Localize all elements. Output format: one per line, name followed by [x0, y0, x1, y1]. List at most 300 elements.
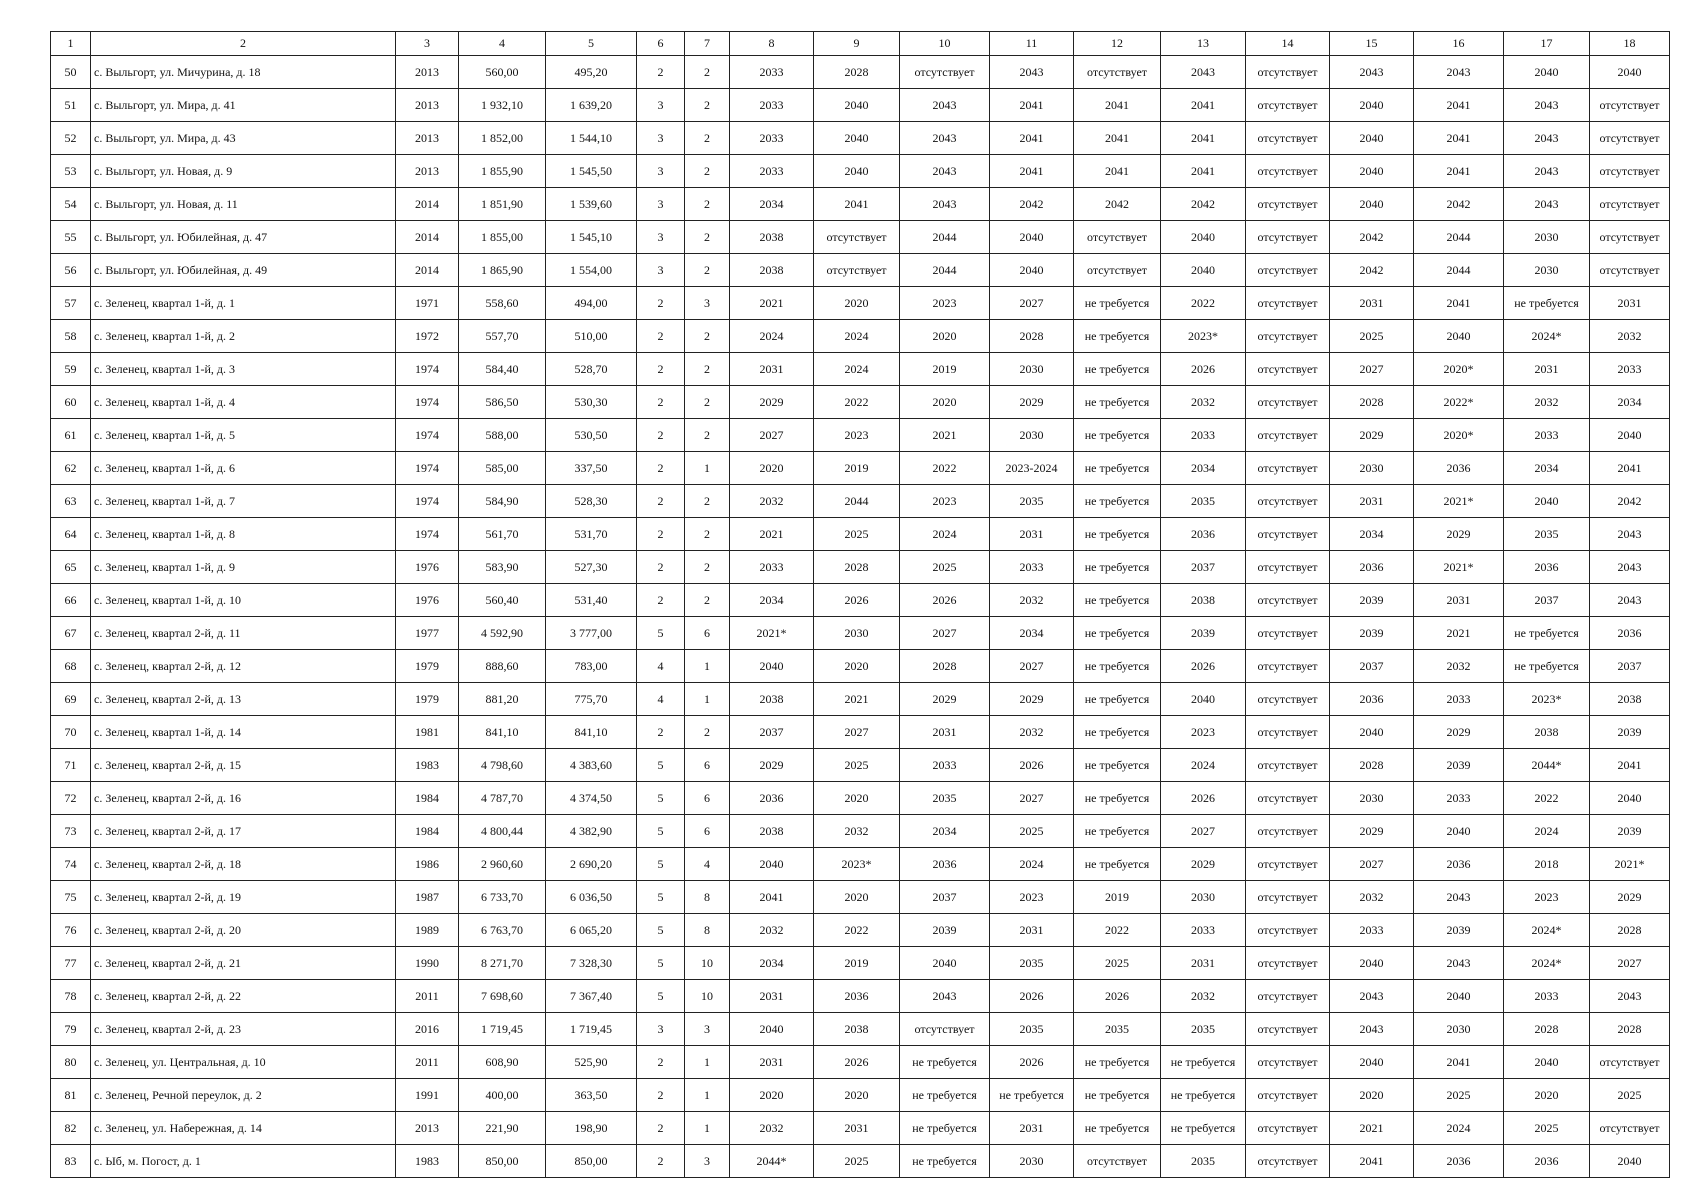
table-cell: 2033 — [900, 749, 990, 782]
table-cell: 4 383,60 — [546, 749, 637, 782]
table-cell: 2040 — [814, 122, 900, 155]
table-cell: 2029 — [990, 386, 1074, 419]
table-cell: 2027 — [900, 617, 990, 650]
table-cell: 2033 — [730, 89, 814, 122]
table-cell: 2041 — [1414, 89, 1504, 122]
table-cell: 6 065,20 — [546, 914, 637, 947]
table-cell: 1 — [685, 452, 730, 485]
table-cell: не требуется — [1074, 551, 1161, 584]
table-cell: отсутствует — [1246, 1112, 1330, 1145]
table-cell: 3 — [637, 155, 685, 188]
table-cell: 2040 — [1330, 947, 1414, 980]
table-cell: 850,00 — [546, 1145, 637, 1178]
address-cell: с. Выльгорт, ул. Новая, д. 9 — [91, 155, 396, 188]
table-cell: 2042 — [1161, 188, 1246, 221]
table-cell: 2041 — [1414, 287, 1504, 320]
table-cell: 1 851,90 — [459, 188, 546, 221]
table-cell: 2026 — [1161, 650, 1246, 683]
table-cell: 1972 — [396, 320, 459, 353]
table-cell: 1971 — [396, 287, 459, 320]
table-cell: 2035 — [1504, 518, 1590, 551]
table-body — [51, 32, 1670, 1178]
table-cell: 1 639,20 — [546, 89, 637, 122]
table-cell: 2020 — [814, 650, 900, 683]
table-row — [51, 485, 1670, 518]
table-cell: 2011 — [396, 1046, 459, 1079]
table-cell: 2022 — [900, 452, 990, 485]
table-cell: отсутствует — [1074, 1145, 1161, 1178]
table-cell: 2028 — [1330, 749, 1414, 782]
address-cell: с. Ыб, м. Погост, д. 1 — [91, 1145, 396, 1178]
table-cell: 2040 — [1414, 815, 1504, 848]
table-cell: отсутствует — [1246, 485, 1330, 518]
row-number-cell: 65 — [51, 551, 91, 584]
table-cell: 1977 — [396, 617, 459, 650]
table-cell: 2031 — [730, 1046, 814, 1079]
table-cell: 2014 — [396, 254, 459, 287]
table-cell: 2 — [637, 518, 685, 551]
table-cell: 2043 — [900, 188, 990, 221]
table-cell: 2043 — [900, 980, 990, 1013]
table-cell: 2020* — [1414, 419, 1504, 452]
table-cell: 1 — [685, 683, 730, 716]
table-cell: 1986 — [396, 848, 459, 881]
table-cell: 2032 — [814, 815, 900, 848]
address-cell: с. Зеленец, квартал 2-й, д. 12 — [91, 650, 396, 683]
table-cell: 2023* — [814, 848, 900, 881]
table-cell: 2035 — [990, 1013, 1074, 1046]
table-cell: 2035 — [1161, 1013, 1246, 1046]
table-cell: 2025 — [814, 518, 900, 551]
table-cell: 2 — [685, 221, 730, 254]
table-cell: 2028 — [1504, 1013, 1590, 1046]
table-cell: 2034 — [900, 815, 990, 848]
address-cell: с. Зеленец, квартал 2-й, д. 23 — [91, 1013, 396, 1046]
table-cell: 2040 — [1414, 320, 1504, 353]
table-row — [51, 419, 1670, 452]
table-cell: не требуется — [1161, 1112, 1246, 1145]
table-cell: 2024 — [1414, 1112, 1504, 1145]
table-cell: 2020* — [1414, 353, 1504, 386]
table-cell: отсутствует — [1246, 155, 1330, 188]
table-cell: 783,00 — [546, 650, 637, 683]
table-cell: 528,70 — [546, 353, 637, 386]
table-cell: отсутствует — [1246, 1079, 1330, 1112]
table-cell: 2020 — [730, 452, 814, 485]
table-cell: 2023* — [1504, 683, 1590, 716]
table-cell: 2020 — [730, 1079, 814, 1112]
table-cell: отсутствует — [1246, 980, 1330, 1013]
table-cell: 1984 — [396, 815, 459, 848]
table-cell: 2028 — [1590, 914, 1670, 947]
table-cell: 2031 — [1330, 485, 1414, 518]
table-cell: 2031 — [900, 716, 990, 749]
table-cell: 2026 — [1074, 980, 1161, 1013]
table-cell: 2040 — [1330, 122, 1414, 155]
table-cell: 2036 — [814, 980, 900, 1013]
table-cell: отсутствует — [1246, 650, 1330, 683]
table-cell: 2020 — [900, 320, 990, 353]
address-cell: с. Зеленец, квартал 2-й, д. 15 — [91, 749, 396, 782]
table-cell: 2033 — [1414, 683, 1504, 716]
table-cell: 608,90 — [459, 1046, 546, 1079]
column-header: 14 — [1246, 32, 1330, 56]
table-cell: 2024 — [900, 518, 990, 551]
table-cell: 2021* — [730, 617, 814, 650]
table-cell: 2027 — [1590, 947, 1670, 980]
table-cell: 2040 — [1590, 56, 1670, 89]
table-cell: 1 855,90 — [459, 155, 546, 188]
table-cell: 2031 — [990, 1112, 1074, 1145]
table-cell: 2043 — [1161, 56, 1246, 89]
address-cell: с. Выльгорт, ул. Мира, д. 43 — [91, 122, 396, 155]
address-cell: с. Зеленец, квартал 1-й, д. 4 — [91, 386, 396, 419]
table-cell: 2011 — [396, 980, 459, 1013]
table-cell: 2021 — [730, 287, 814, 320]
table-cell: 2014 — [396, 188, 459, 221]
table-cell: 2040 — [1330, 89, 1414, 122]
table-cell: отсутствует — [1246, 452, 1330, 485]
table-cell: 2026 — [814, 584, 900, 617]
table-cell: 2031 — [730, 353, 814, 386]
table-cell: 6 763,70 — [459, 914, 546, 947]
table-cell: 888,60 — [459, 650, 546, 683]
table-cell: 2030 — [990, 1145, 1074, 1178]
table-cell: 2031 — [730, 980, 814, 1013]
table-cell: 8 — [685, 881, 730, 914]
table-cell: 2031 — [990, 518, 1074, 551]
table-cell: 557,70 — [459, 320, 546, 353]
table-cell: 528,30 — [546, 485, 637, 518]
table-cell: 3 — [637, 221, 685, 254]
table-cell: отсутствует — [1246, 1013, 1330, 1046]
address-cell: с. Зеленец, квартал 2-й, д. 20 — [91, 914, 396, 947]
address-cell: с. Выльгорт, ул. Новая, д. 11 — [91, 188, 396, 221]
table-cell: 2030 — [990, 419, 1074, 452]
table-cell: 2042 — [1330, 254, 1414, 287]
table-cell: 2028 — [900, 650, 990, 683]
table-row — [51, 848, 1670, 881]
table-cell: 2035 — [900, 782, 990, 815]
column-header: 17 — [1504, 32, 1590, 56]
column-header: 7 — [685, 32, 730, 56]
table-cell: 1974 — [396, 518, 459, 551]
table-cell: 3 — [685, 1145, 730, 1178]
table-cell: 2034 — [1590, 386, 1670, 419]
table-cell: не требуется — [1074, 485, 1161, 518]
table-cell: 2 — [685, 89, 730, 122]
table-cell: 2025 — [814, 1145, 900, 1178]
table-cell: отсутствует — [1246, 122, 1330, 155]
table-cell: отсутствует — [1246, 353, 1330, 386]
table-cell: отсутствует — [1246, 914, 1330, 947]
address-cell: с. Зеленец, квартал 1-й, д. 5 — [91, 419, 396, 452]
table-cell: 2 — [637, 716, 685, 749]
address-cell: с. Выльгорт, ул. Юбилейная, д. 47 — [91, 221, 396, 254]
table-cell: не требуется — [900, 1112, 990, 1145]
table-cell: отсутствует — [1246, 221, 1330, 254]
table-cell: отсутствует — [1246, 848, 1330, 881]
table-cell: 2040 — [1161, 254, 1246, 287]
address-cell: с. Зеленец, квартал 1-й, д. 10 — [91, 584, 396, 617]
table-cell: 2043 — [1590, 980, 1670, 1013]
table-cell: 2032 — [730, 1112, 814, 1145]
table-cell: 2036 — [1414, 1145, 1504, 1178]
table-cell: 2021 — [814, 683, 900, 716]
table-cell: 1976 — [396, 584, 459, 617]
column-header: 4 — [459, 32, 546, 56]
table-cell: 2026 — [900, 584, 990, 617]
table-cell: 2029 — [1414, 518, 1504, 551]
table-cell: 1 855,00 — [459, 221, 546, 254]
address-cell: с. Зеленец, квартал 1-й, д. 3 — [91, 353, 396, 386]
table-cell: отсутствует — [1246, 683, 1330, 716]
table-cell: 530,30 — [546, 386, 637, 419]
table-cell: 2041 — [1074, 89, 1161, 122]
table-cell: не требуется — [1074, 848, 1161, 881]
column-header: 13 — [1161, 32, 1246, 56]
table-cell: 2026 — [1161, 782, 1246, 815]
table-cell: 2025 — [1330, 320, 1414, 353]
table-row — [51, 89, 1670, 122]
table-cell: 588,00 — [459, 419, 546, 452]
table-row — [51, 188, 1670, 221]
table-cell: 2037 — [1590, 650, 1670, 683]
table-cell: 1983 — [396, 749, 459, 782]
table-cell: 2019 — [814, 947, 900, 980]
table-cell: 2026 — [990, 1046, 1074, 1079]
table-cell: 2 — [637, 584, 685, 617]
table-cell: 1974 — [396, 452, 459, 485]
table-cell: 2 — [637, 287, 685, 320]
table-cell: 2 — [637, 1046, 685, 1079]
table-cell: 2 — [685, 254, 730, 287]
table-cell: отсутствует — [1246, 320, 1330, 353]
table-cell: отсутствует — [1246, 518, 1330, 551]
address-cell: с. Зеленец, квартал 2-й, д. 11 — [91, 617, 396, 650]
table-cell: 2024 — [1504, 815, 1590, 848]
table-cell: 2029 — [1330, 815, 1414, 848]
table-cell: 2030 — [990, 353, 1074, 386]
table-cell: 2043 — [990, 56, 1074, 89]
table-cell: 2043 — [1330, 980, 1414, 1013]
table-cell: 6 733,70 — [459, 881, 546, 914]
table-cell: 2023 — [990, 881, 1074, 914]
table-cell: 2021* — [1414, 485, 1504, 518]
table-cell: отсутствует — [1074, 254, 1161, 287]
table-cell: 3 — [685, 287, 730, 320]
table-cell: 2 — [637, 452, 685, 485]
table-cell: 5 — [637, 749, 685, 782]
table-cell: 494,00 — [546, 287, 637, 320]
table-row — [51, 947, 1670, 980]
table-cell: 2039 — [1330, 584, 1414, 617]
table-cell: 4 800,44 — [459, 815, 546, 848]
table-cell: не требуется — [900, 1145, 990, 1178]
table-cell: отсутствует — [1590, 221, 1670, 254]
table-cell: 2032 — [1330, 881, 1414, 914]
table-cell: 2041 — [1590, 749, 1670, 782]
table-cell: 2036 — [900, 848, 990, 881]
table-cell: 2 — [685, 518, 730, 551]
table-cell: 2 — [637, 1145, 685, 1178]
table-cell: 2 690,20 — [546, 848, 637, 881]
table-cell: не требуется — [900, 1046, 990, 1079]
table-cell: 2040 — [900, 947, 990, 980]
table-cell: 531,40 — [546, 584, 637, 617]
table-cell: 1974 — [396, 386, 459, 419]
table-cell: 2013 — [396, 89, 459, 122]
table-row — [51, 221, 1670, 254]
table-cell: 5 — [637, 881, 685, 914]
table-cell: 2 — [637, 386, 685, 419]
table-cell: 2024 — [990, 848, 1074, 881]
table-cell: 2032 — [1161, 980, 1246, 1013]
address-cell: с. Зеленец, квартал 2-й, д. 19 — [91, 881, 396, 914]
table-cell: 1989 — [396, 914, 459, 947]
table-cell: 2040 — [1590, 782, 1670, 815]
table-cell: не требуется — [1074, 353, 1161, 386]
table-cell: 2035 — [990, 947, 1074, 980]
table-cell: не требуется — [1504, 287, 1590, 320]
table-cell: 2029 — [1590, 881, 1670, 914]
row-number-cell: 59 — [51, 353, 91, 386]
address-cell: с. Зеленец, квартал 2-й, д. 16 — [91, 782, 396, 815]
table-cell: 2029 — [1414, 716, 1504, 749]
table-cell: 2039 — [1590, 815, 1670, 848]
table-cell: 4 382,90 — [546, 815, 637, 848]
row-number-cell: 70 — [51, 716, 91, 749]
column-header: 12 — [1074, 32, 1161, 56]
table-cell: 583,90 — [459, 551, 546, 584]
table-cell: не требуется — [1074, 386, 1161, 419]
table-cell: 1974 — [396, 419, 459, 452]
row-number-cell: 79 — [51, 1013, 91, 1046]
table-cell: 5 — [637, 782, 685, 815]
table-cell: 2022 — [1161, 287, 1246, 320]
table-cell: 8 271,70 — [459, 947, 546, 980]
table-cell: 2030 — [1414, 1013, 1504, 1046]
table-cell: 4 787,70 — [459, 782, 546, 815]
table-cell: 2021 — [900, 419, 990, 452]
table-cell: 2029 — [990, 683, 1074, 716]
row-number-cell: 77 — [51, 947, 91, 980]
table-cell: 2038 — [730, 683, 814, 716]
table-cell: не требуется — [1074, 518, 1161, 551]
table-cell: 2019 — [814, 452, 900, 485]
table-cell: 2044* — [730, 1145, 814, 1178]
table-cell: 1981 — [396, 716, 459, 749]
address-cell: с. Зеленец, квартал 1-й, д. 2 — [91, 320, 396, 353]
table-cell: 2 — [637, 56, 685, 89]
table-cell: 1 545,50 — [546, 155, 637, 188]
table-cell: не требуется — [1161, 1079, 1246, 1112]
table-cell: 2044 — [900, 254, 990, 287]
table-cell: не требуется — [990, 1079, 1074, 1112]
table-row — [51, 1013, 1670, 1046]
table-row — [51, 122, 1670, 155]
table-cell: не требуется — [1074, 320, 1161, 353]
address-cell: с. Зеленец, квартал 2-й, д. 17 — [91, 815, 396, 848]
table-cell: 2040 — [1414, 980, 1504, 1013]
table-cell: 2 — [685, 551, 730, 584]
table-cell: не требуется — [1074, 419, 1161, 452]
table-cell: 2042 — [1590, 485, 1670, 518]
table-cell: 2043 — [1590, 518, 1670, 551]
table-cell: 2023-2024 — [990, 452, 1074, 485]
table-cell: 2043 — [1414, 881, 1504, 914]
table-cell: 2032 — [1590, 320, 1670, 353]
table-cell: 2043 — [1504, 155, 1590, 188]
table-cell: 2044 — [900, 221, 990, 254]
table-cell: 584,40 — [459, 353, 546, 386]
table-cell: 400,00 — [459, 1079, 546, 1112]
table-cell: отсутствует — [1246, 617, 1330, 650]
table-cell: 2040 — [1330, 188, 1414, 221]
table-cell: 5 — [637, 848, 685, 881]
table-cell: отсутствует — [1246, 551, 1330, 584]
table-cell: 2037 — [900, 881, 990, 914]
row-number-cell: 72 — [51, 782, 91, 815]
table-cell: 1 719,45 — [546, 1013, 637, 1046]
table-row — [51, 716, 1670, 749]
table-cell: 2 960,60 — [459, 848, 546, 881]
table-cell: 2041 — [1414, 1046, 1504, 1079]
table-cell: 2 — [685, 320, 730, 353]
table-cell: 2 — [637, 419, 685, 452]
table-cell: 2033 — [1161, 914, 1246, 947]
table-cell: 221,90 — [459, 1112, 546, 1145]
table-cell: не требуется — [900, 1079, 990, 1112]
table-cell: 2024* — [1504, 914, 1590, 947]
table-cell: 2035 — [990, 485, 1074, 518]
table-cell: 2027 — [1330, 848, 1414, 881]
table-row — [51, 386, 1670, 419]
table-cell: 2041 — [1414, 122, 1504, 155]
table-cell: 2040 — [1504, 1046, 1590, 1079]
row-number-cell: 55 — [51, 221, 91, 254]
table-cell: 2036 — [1161, 518, 1246, 551]
table-row — [51, 584, 1670, 617]
table-cell: 1979 — [396, 683, 459, 716]
table-cell: отсутствует — [1246, 881, 1330, 914]
table-cell: 2 — [685, 188, 730, 221]
table-cell: отсутствует — [814, 221, 900, 254]
table-cell: 2031 — [1161, 947, 1246, 980]
table-cell: 2041 — [730, 881, 814, 914]
table-cell: 2024 — [1161, 749, 1246, 782]
table-row — [51, 914, 1670, 947]
table-cell: 2039 — [1590, 716, 1670, 749]
table-cell: 2025 — [900, 551, 990, 584]
address-cell: с. Зеленец, квартал 2-й, д. 22 — [91, 980, 396, 1013]
table-cell: 2013 — [396, 56, 459, 89]
table-cell: 2027 — [730, 419, 814, 452]
row-number-cell: 52 — [51, 122, 91, 155]
table-row — [51, 1145, 1670, 1178]
table-cell: 2 — [685, 155, 730, 188]
table-cell: 2020 — [1504, 1079, 1590, 1112]
column-header: 9 — [814, 32, 900, 56]
table-cell: 2030 — [1330, 452, 1414, 485]
table-cell: 2040 — [1504, 56, 1590, 89]
table-cell: 560,00 — [459, 56, 546, 89]
table-cell: не требуется — [1074, 1046, 1161, 1079]
table-row — [51, 56, 1670, 89]
table-row — [51, 452, 1670, 485]
table-cell: 3 — [637, 89, 685, 122]
table-cell: 2 — [637, 485, 685, 518]
